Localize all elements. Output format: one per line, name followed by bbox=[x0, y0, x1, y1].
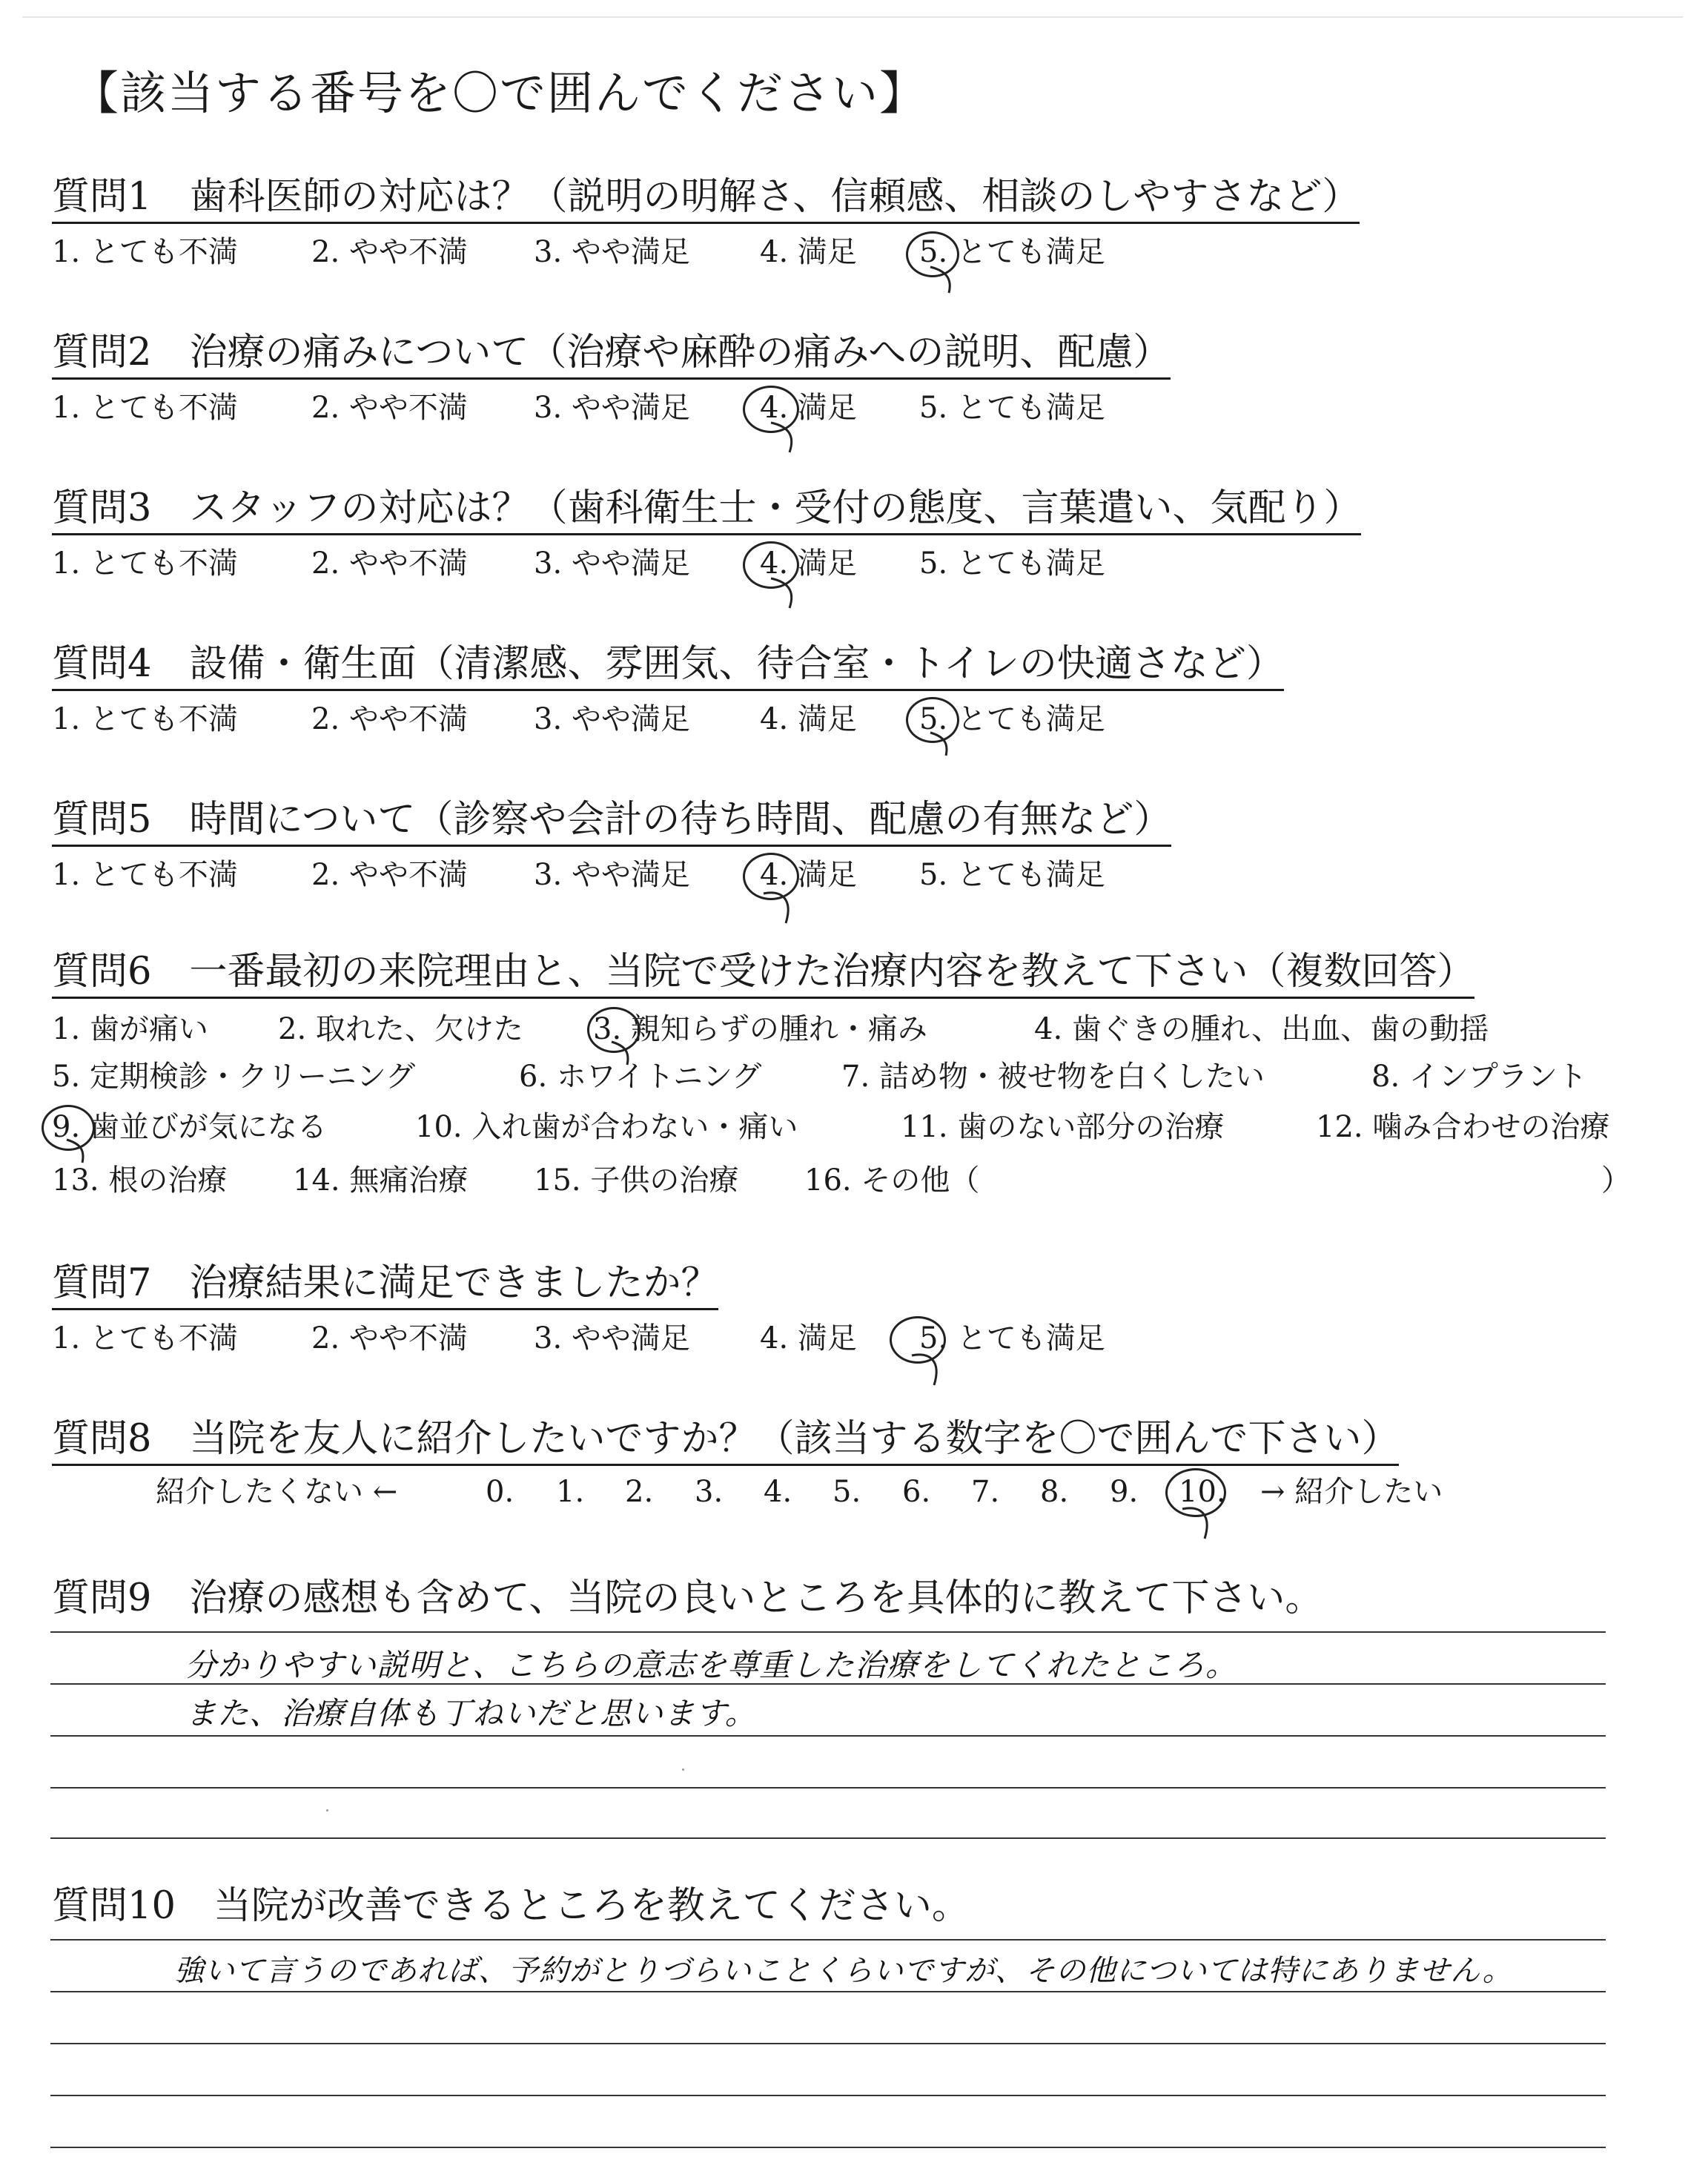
q6-option-3[interactable]: 3. 親知らずの腫れ・痛み bbox=[593, 1012, 927, 1046]
q7-option-2[interactable]: 2. やや不満 bbox=[311, 1321, 468, 1355]
q6-option-12[interactable]: 12. 噛み合わせの治療 bbox=[1316, 1110, 1610, 1144]
q4-option-4[interactable]: 4. 満足 bbox=[760, 702, 857, 736]
q4-handwritten-tick bbox=[927, 729, 960, 759]
q8-scale-4[interactable]: 4. bbox=[764, 1475, 792, 1509]
q3-option-5[interactable]: 5. とても満足 bbox=[919, 546, 1105, 581]
q1-option-1[interactable]: 1. とても不満 bbox=[52, 235, 238, 269]
question-6-title: 質問6 一番最初の来院理由と、当院で受けた治療内容を教えて下さい（複数回答） bbox=[52, 953, 1474, 999]
q1-option-4[interactable]: 4. 満足 bbox=[760, 235, 857, 269]
q6-option-6[interactable]: 6. ホワイトニング bbox=[519, 1060, 762, 1094]
q5-option-4[interactable]: 4. 満足 bbox=[760, 858, 857, 892]
q4-option-2[interactable]: 2. やや不満 bbox=[311, 702, 468, 736]
q3-handwritten-tick bbox=[767, 575, 804, 612]
scan-speck bbox=[326, 1809, 328, 1811]
q5-option-5[interactable]: 5. とても満足 bbox=[919, 858, 1105, 892]
q6-option-11[interactable]: 11. 歯のない部分の治療 bbox=[901, 1110, 1225, 1144]
q6-close-paren: ） bbox=[1601, 1163, 1631, 1198]
q2-option-1[interactable]: 1. とても不満 bbox=[52, 391, 238, 425]
q6-option-9[interactable]: 9. 歯並びが気になる bbox=[52, 1110, 327, 1144]
q9-writing-line-1 bbox=[50, 1631, 1606, 1633]
q8-scale-1[interactable]: 1. bbox=[556, 1475, 585, 1509]
question-2-title: 質問2 治療の痛みについて（治療や麻酔の痛みへの説明、配慮） bbox=[52, 334, 1171, 380]
q8-scale-8[interactable]: 8. bbox=[1040, 1475, 1069, 1509]
q8-scale-5[interactable]: 5. bbox=[833, 1475, 861, 1509]
q4-option-5[interactable]: 5. とても満足 bbox=[919, 702, 1105, 736]
q4-option-3[interactable]: 3. やや満足 bbox=[534, 702, 690, 736]
q6-option-16[interactable]: 16. その他（ bbox=[804, 1163, 980, 1198]
q9-writing-line-4 bbox=[50, 1787, 1606, 1789]
q5-option-2[interactable]: 2. やや不満 bbox=[311, 858, 468, 892]
q3-option-1[interactable]: 1. とても不満 bbox=[52, 546, 238, 581]
q6-handwritten-tick-3 bbox=[608, 1038, 641, 1068]
q7-option-5[interactable]: 5. とても満足 bbox=[919, 1321, 1105, 1355]
scan-speck bbox=[682, 1768, 684, 1771]
q2-handwritten-tick bbox=[767, 419, 804, 456]
q5-handwritten-tick bbox=[760, 886, 804, 927]
q7-handwritten-tick bbox=[908, 1348, 953, 1389]
q3-option-2[interactable]: 2. やや不満 bbox=[311, 546, 468, 581]
question-7-title: 質問7 治療結果に満足できましたか？ bbox=[52, 1264, 718, 1310]
question-9-title: 質問9 治療の感想も含めて、当院の良いところを具体的に教えて下さい。 bbox=[52, 1576, 1323, 1620]
q1-handwritten-tick bbox=[927, 263, 964, 297]
q9-handwritten-answer-line-2: また、治療自体も丁ねいだと思います。 bbox=[185, 1695, 757, 1731]
q8-scale-6[interactable]: 6. bbox=[902, 1475, 931, 1509]
q1-option-3[interactable]: 3. やや満足 bbox=[534, 235, 690, 269]
top-edge-line bbox=[22, 16, 1683, 18]
q6-option-14[interactable]: 14. 無痛治療 bbox=[293, 1163, 469, 1198]
q5-option-1[interactable]: 1. とても不満 bbox=[52, 858, 238, 892]
q6-option-7[interactable]: 7. 詰め物・被せ物を白くしたい bbox=[841, 1060, 1265, 1094]
q9-handwritten-answer-line-1: 分かりやすい説明と、こちらの意志を尊重した治療をしてくれたところ。 bbox=[185, 1647, 1238, 1683]
q6-option-5[interactable]: 5. 定期検診・クリーニング bbox=[52, 1060, 416, 1094]
q2-option-5[interactable]: 5. とても満足 bbox=[919, 391, 1105, 425]
q8-scale-3[interactable]: 3. bbox=[695, 1475, 724, 1509]
question-1-title: 質問1 歯科医師の対応は？（説明の明解さ、信頼感、相談のしやすさなど） bbox=[52, 178, 1360, 224]
q6-option-1[interactable]: 1. 歯が痛い bbox=[52, 1012, 208, 1046]
question-8-title: 質問8 当院を友人に紹介したいですか？（該当する数字を〇で囲んで下さい） bbox=[52, 1420, 1399, 1466]
q9-writing-line-2 bbox=[50, 1683, 1606, 1685]
q5-option-3[interactable]: 3. やや満足 bbox=[534, 858, 690, 892]
q6-option-15[interactable]: 15. 子供の治療 bbox=[534, 1163, 739, 1198]
q8-scale-0[interactable]: 0. bbox=[486, 1475, 514, 1509]
q2-option-3[interactable]: 3. やや満足 bbox=[534, 391, 690, 425]
q10-handwritten-answer-line-1: 強いて言うのであれば、予約がとりづらいことくらいですが、その他については特にありません。 bbox=[174, 1954, 1513, 1988]
q2-option-2[interactable]: 2. やや不満 bbox=[311, 391, 468, 425]
q6-option-8[interactable]: 8. インプラント bbox=[1371, 1060, 1587, 1094]
q7-option-4[interactable]: 4. 満足 bbox=[760, 1321, 857, 1355]
q10-writing-line-2 bbox=[50, 1991, 1606, 1992]
q1-option-2[interactable]: 2. やや不満 bbox=[311, 235, 468, 269]
question-5-title: 質問5 時間について（診察や会計の待ち時間、配慮の有無など） bbox=[52, 801, 1171, 847]
q8-scale-2[interactable]: 2. bbox=[625, 1475, 654, 1509]
q8-scale-10[interactable]: 10. bbox=[1179, 1475, 1226, 1509]
q8-scale-9[interactable]: 9. bbox=[1110, 1475, 1139, 1509]
q9-writing-line-5 bbox=[50, 1837, 1606, 1839]
q6-option-10[interactable]: 10. 入れ歯が合わない・痛い bbox=[415, 1110, 798, 1144]
q3-option-3[interactable]: 3. やや満足 bbox=[534, 546, 690, 581]
q10-writing-line-4 bbox=[50, 2095, 1606, 2096]
q7-option-1[interactable]: 1. とても不満 bbox=[52, 1321, 238, 1355]
q10-writing-line-1 bbox=[50, 1939, 1606, 1941]
q8-handwritten-tick bbox=[1179, 1502, 1223, 1542]
q4-option-1[interactable]: 1. とても不満 bbox=[52, 702, 238, 736]
q1-option-5[interactable]: 5. とても満足 bbox=[919, 235, 1105, 269]
q10-writing-line-5 bbox=[50, 2147, 1606, 2148]
q6-option-4[interactable]: 4. 歯ぐきの腫れ、出血、歯の動揺 bbox=[1034, 1012, 1489, 1046]
question-3-title: 質問3 スタッフの対応は？（歯科衛生士・受付の態度、言葉遣い、気配り） bbox=[52, 489, 1361, 535]
q2-option-4[interactable]: 4. 満足 bbox=[760, 391, 857, 425]
q6-option-2[interactable]: 2. 取れた、欠けた bbox=[278, 1012, 523, 1046]
page-heading: 【該当する番号を〇で囲んでください】 bbox=[73, 66, 927, 120]
q8-scale-7[interactable]: 7. bbox=[971, 1475, 1000, 1509]
q9-writing-line-3 bbox=[50, 1735, 1606, 1737]
q3-option-4[interactable]: 4. 満足 bbox=[760, 546, 857, 581]
question-4-title: 質問4 設備・衛生面（清潔感、雰囲気、待合室・トイレの快適さなど） bbox=[52, 645, 1284, 691]
q7-option-3[interactable]: 3. やや満足 bbox=[534, 1321, 690, 1355]
q8-left-label: 紹介したくない ← bbox=[156, 1475, 398, 1509]
q10-writing-line-3 bbox=[50, 2043, 1606, 2044]
question-10-title: 質問10 当院が改善できるところを教えてください。 bbox=[52, 1884, 970, 1928]
q6-option-13[interactable]: 13. 根の治療 bbox=[52, 1163, 228, 1198]
q6-handwritten-tick-9 bbox=[63, 1136, 96, 1166]
q8-right-label: → 紹介したい bbox=[1260, 1475, 1443, 1509]
